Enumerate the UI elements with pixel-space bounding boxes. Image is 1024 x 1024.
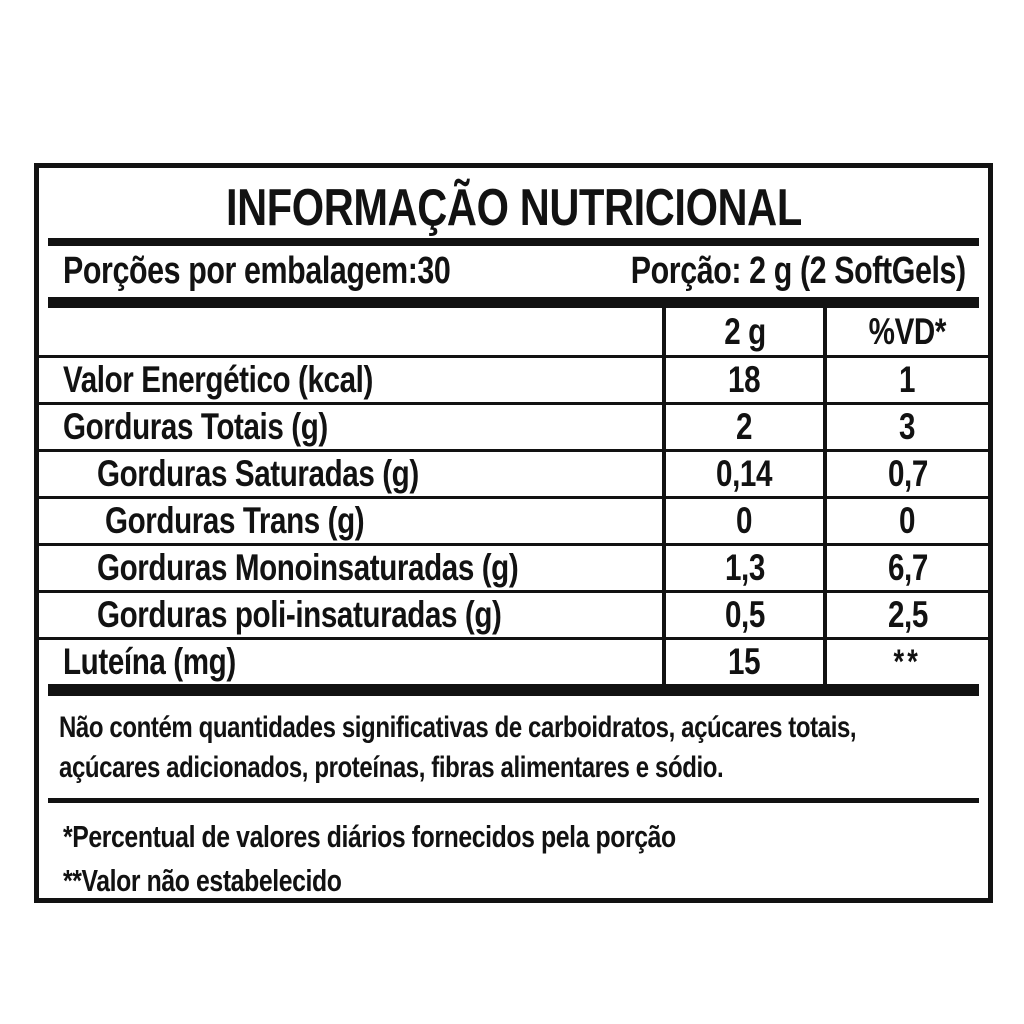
row-label: Luteína (mg) bbox=[63, 641, 236, 682]
row-amount: 0,5 bbox=[724, 594, 765, 635]
table-row-gorduras-totais bbox=[39, 402, 988, 449]
row-amount: 1,3 bbox=[724, 547, 765, 588]
servings-row bbox=[39, 246, 988, 297]
label-title: INFORMAÇÃO NUTRICIONAL bbox=[225, 179, 802, 237]
table-row-gorduras-monoinsaturadas bbox=[39, 543, 988, 590]
row-label: Valor Energético (kcal) bbox=[63, 359, 373, 400]
table-row-gorduras-saturadas bbox=[39, 449, 988, 496]
table-row-luteina bbox=[39, 637, 988, 684]
row-dv: 0,7 bbox=[887, 453, 928, 494]
row-dv: 2,5 bbox=[887, 594, 928, 635]
row-dv: ** bbox=[893, 642, 922, 681]
row-label: Gorduras poli-insaturadas (g) bbox=[97, 594, 502, 635]
divider-below-table bbox=[48, 684, 979, 696]
row-dv: 0 bbox=[899, 500, 916, 541]
nutrition-table bbox=[39, 308, 988, 684]
footnote-not-established: **Valor não estabelecido bbox=[63, 863, 342, 898]
row-label: Gorduras Trans (g) bbox=[105, 500, 365, 541]
col-dv-header: %VD* bbox=[823, 308, 988, 355]
row-amount: 0,14 bbox=[716, 453, 773, 494]
nutrition-facts-label bbox=[34, 163, 993, 903]
row-amount: 0 bbox=[736, 500, 753, 541]
table-header-row bbox=[39, 308, 988, 355]
row-label: Gorduras Monoinsaturadas (g) bbox=[97, 547, 519, 588]
row-label: Gorduras Saturadas (g) bbox=[97, 453, 419, 494]
row-dv: 6,7 bbox=[887, 547, 928, 588]
servings-per-package: Porções por embalagem:30 bbox=[63, 250, 451, 292]
col-nutrient-header bbox=[39, 308, 662, 355]
table-row-valor-energetico bbox=[39, 355, 988, 402]
row-amount: 18 bbox=[728, 359, 761, 400]
table-row-gorduras-trans bbox=[39, 496, 988, 543]
col-amount-header: 2 g bbox=[662, 308, 823, 355]
no-significant-amounts-note: Não contém quantidades significativas de carboidratos, açúcares totais, açúcares adicionados, proteínas, fibras alimentares e sódio. bbox=[59, 711, 857, 784]
footnote-daily-values: *Percentual de valores diários fornecidos pela porção bbox=[63, 819, 676, 854]
label-header bbox=[39, 168, 988, 238]
row-dv: 3 bbox=[899, 406, 916, 447]
footnotes bbox=[39, 803, 988, 903]
row-dv: 1 bbox=[899, 359, 916, 400]
table-row-gorduras-poli-insaturadas bbox=[39, 590, 988, 637]
row-label: Gorduras Totais (g) bbox=[63, 406, 328, 447]
row-amount: 2 bbox=[736, 406, 753, 447]
divider-above-table bbox=[48, 297, 979, 308]
row-amount: 15 bbox=[728, 641, 761, 682]
portion-size: Porção: 2 g (2 SoftGels) bbox=[631, 250, 967, 292]
divider-under-title bbox=[48, 238, 979, 246]
